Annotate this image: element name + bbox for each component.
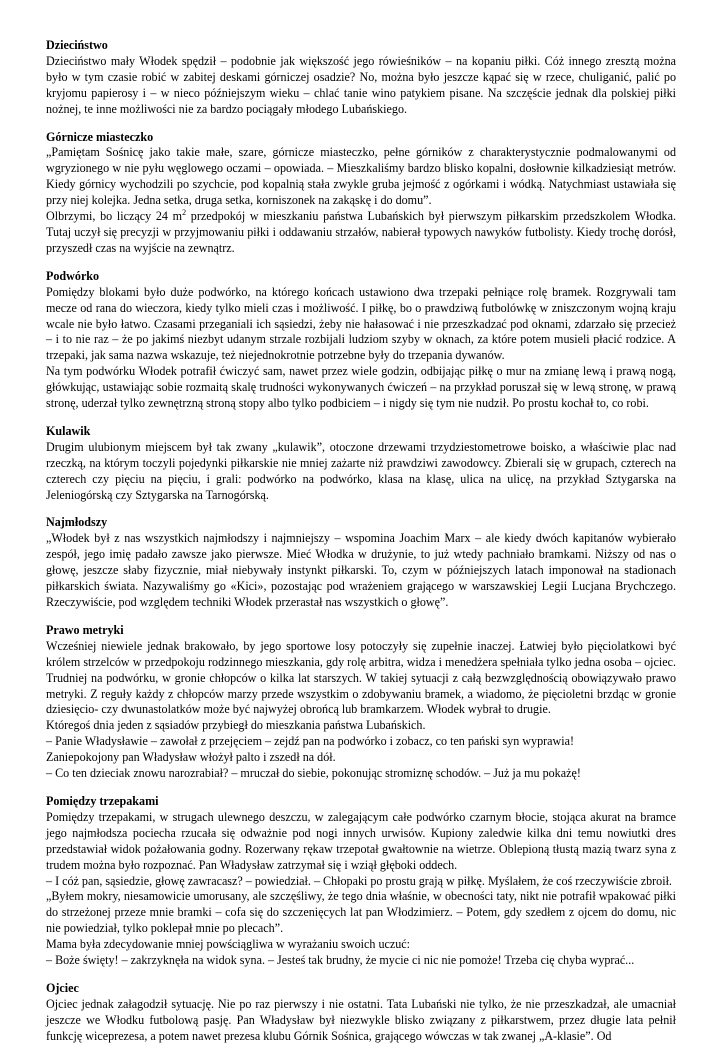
paragraph: [46, 209, 676, 257]
section-kulawik: [46, 424, 676, 504]
section-ojciec: [46, 981, 676, 1045]
paragraph: Drugim ulubionym miejscem był tak zwany „kulawik”, otoczone drzewami trzydziestometrowe boisko, a właściwie plac nad rzeczką, na którym toczyli pojedynki piłkarskie nie mniej zażarte niż prawdziwi zawodowcy. Zbierali się w grupach, czterech na czterech czy pięciu na pięciu, i grali: podwórko na podwórko, klasa na klasę, ulica na ulicę, na przykład Sztygarska na Jeleniogórską czy Sztygarska na Tarnogórską.: [46, 439, 676, 502]
section-podworko: [46, 269, 676, 412]
paragraph: Któregoś dnia jeden z sąsiadów przybiegł do mieszkania państwa Lubańskich.: [46, 718, 426, 733]
paragraph: Na tym podwórku Włodek potrafił ćwiczyć sam, nawet przez wiele godzin, odbijając piłkę o mur na zmianę lewą i prawą nogą, główkując, ustawiając sobie rozmaitą skalę trudności wykonywanych ćwiczeń – na przykład poruszał się w lewą stronę, w prawą stronę, uderzał tylko zewnętrzną stroną stopy albo tylko podbiciem – i nigdy się tym nie nudził. Po prostu kochał to, co robi.: [46, 364, 676, 411]
section-gornicze-miasteczko: [46, 130, 676, 257]
paragraph: Pomiędzy trzepakami, w strugach ulewnego deszczu, w zalegającym całe podwórko czarnym błocie, stojąca akurat na bramce jego najmłodsza pociecha rzucała się odważnie pod nogi innych urwisów. Kupiony zaledwie kilka dni temu nowiutki dres przedstawiał widok pożałowania godny. Rozerwany rękaw trzepotał gwałtownie na wietrze. Oblepioną tłustą mazią twarz syna z trudem można było rozpoznać. Pan Władysław zatrzymał się i wziął głęboki oddech.: [46, 809, 676, 872]
paragraph-text: przedpokój w mieszkaniu państwa Lubańskich był pierwszym piłkarskim przedszkolem Włodka. Tutaj uczył się precyzji w przyjmowaniu piłki i oddawaniu strzałów, nabierał typowych nawyków futbolisty. Kiedy trochę dorósł, przyszedł czas na wyjście na zewnątrz.: [46, 209, 676, 255]
section-prawo-metryki: [46, 623, 676, 782]
paragraph: – Co ten dzieciak znowu narozrabiał? – mruczał do siebie, pokonując stromiznę schodów. – Już ja mu pokażę!: [46, 766, 581, 781]
paragraph: Dzieciństwo mały Włodek spędził – podobnie jak większość jego rówieśników – na kopaniu piłki. Cóż innego zresztą można było w tym czasie robić w zabitej deskami górniczej osadzie? No, można było jeszcze kąpać się w rzece, chuliganić, palić po kryjomu papierosy i – w nieco późniejszym wieku – chlać tanie wino patykiem pisane. Na szczęście jednak dla polskiej piłki nożnej, te inne możliwości nie za bardzo pociągały młodego Lubańskiego.: [46, 53, 676, 116]
section-heading: Pomiędzy trzepakami: [46, 793, 159, 808]
paragraph: „Pamiętam Sośnicę jako takie małe, szare, górnicze miasteczko, pełne górników z charakterystycznie podmalowanymi od wgryzionego w nie pyłu węglowego oczami – opowiada. – Mieszkaliśmy bardzo blisko kopalni, dosłownie kilkadziesiąt metrów. Kiedy górnicy wychodzili po szychcie, pod kopalnią stała zwykle gruba jejmość z ogórkami i wódką. Natychmiast ustawiała się przy niej kolejka. Jedna setka, druga setka, korniszonek na zakąskę i do domu”.: [46, 145, 676, 208]
paragraph: Pomiędzy blokami było duże podwórko, na którego końcach ustawiono dwa trzepaki pełniące rolę bramek. Rozgrywali tam mecze od rana do wieczora, kiedy tylko mieli czas i możliwość. I piłkę, bo o prawdziwą futbolówkę w zniszczonym wojną kraju wcale nie było łatwo. Czasami przeganiali ich sąsiedzi, żeby nie hałasować i nie przeszkadzać pod oknami, zdarzało się przecież – i to nie raz – że po jakimś niezbyt udanym strzale rozbijali ludziom szyby w oknach, za które potem musieli płacić rodzice. A trzepaki, jak sama nazwa wskazuje, też niejednokrotnie potrzebne były do trzepania dywanów.: [46, 284, 676, 363]
paragraph: – I cóż pan, sąsiedzie, głowę zawracasz? – powiedział. – Chłopaki po prostu grają w piłkę. Myślałem, że coś rzeczywiście zbroił.: [46, 873, 672, 888]
paragraph: – Panie Władysławie – zawołał z przejęciem – zejdź pan na podwórko i zobacz, co ten pański syn wyprawia!: [46, 734, 575, 749]
section-heading: Najmłodszy: [46, 515, 108, 530]
section-heading: Ojciec: [46, 980, 79, 995]
section-heading: Górnicze miasteczko: [46, 129, 154, 144]
section-najmlodszy: [46, 515, 676, 610]
paragraph: Ojciec jednak załagodził sytuację. Nie po raz pierwszy i nie ostatni. Tata Lubański nie tylko, że nie przeszkadzał, ale umacniał jeszcze we Włodku futbolową pasję. Pan Władysław był niezwykle blisko związany z piłkarstwem, przez długie lata pełnił funkcję wiceprezesa, a potem nawet prezesa klubu Górnik Sośnica, grającego wówczas w tak zwanej „A-klasie”. Od: [46, 996, 676, 1043]
superscript: 2: [182, 208, 187, 218]
section-heading: Dzieciństwo: [46, 38, 108, 52]
section-heading: Podwórko: [46, 268, 100, 283]
paragraph: Zaniepokojony pan Władysław włożył palto i zszedł na dół.: [46, 750, 336, 765]
paragraph-text: Olbrzymi, bo liczący 24 m: [46, 209, 183, 224]
section-dziecinstwo: [46, 38, 676, 118]
paragraph: Wcześniej niewiele jednak brakowało, by jego sportowe losy potoczyły się zupełnie inaczej. Łatwiej było pięciolatkowi być królem strzelców w przedpokoju rodzinnego mieszkania, gdy rolę arbitra, widza i menedżera spełniała tylko jedna osoba – ojciec. Trudniej na podwórku, w gronie chłopców o kilka lat starszych. W takiej sytuacji z całą bezwzględnością obowiązywało prawo metryki. Z reguły każdy z chłopców marzy przede wszystkim o zdobywaniu bramek, a wiadomo, że pięcioletni brzdąc w gronie dziesięcio- czy dwunastolatków może być najwyżej obrońcą lub bramkarzem. Włodek wybrał to drugie.: [46, 638, 676, 717]
section-pomiedzy-trzepakami: [46, 794, 676, 969]
paragraph: „Byłem mokry, niesamowicie umorusany, ale szczęśliwy, że tego dnia właśnie, w obecności taty, nikt nie potrafił wpakować piłki do strzeżonej przeze mnie bramki – cofa się do szczenięcych lat pan Włodzimierz. – Potem, gdy szedłem z ojcem do domu, nic nie powiedział, tylko poklepał mnie po plecach”.: [46, 889, 676, 936]
paragraph: – Boże święty! – zakrzyknęła na widok syna. – Jesteś tak brudny, że mycie ci nic nie pomoże! Trzeba cię chyba wyprać...: [46, 953, 635, 968]
section-heading: Kulawik: [46, 423, 91, 438]
section-heading: Prawo metryki: [46, 622, 124, 637]
paragraph: „Włodek był z nas wszystkich najmłodszy i najmniejszy – wspomina Joachim Marx – ale kiedy dwóch kapitanów wybierało zespół, jego imię padało zawsze jako pierwsze. Mieć Włodka w drużynie, to już wtedy pachniało bramkami. Niższy od nas o głowę, jeszcze słaby fizycznie, miał niebywały instynkt piłkarski. To, czym w późniejszych latach imponował na stadionach piłkarskich świata. Nazywaliśmy go «Kici», pozostając pod wrażeniem grającego w warszawskiej Legii Lucjana Brychczego. Rzeczywiście, pod względem techniki Włodek przerastał nas wszystkich o głowę”.: [46, 531, 676, 609]
paragraph: Mama była zdecydowanie mniej powściągliwa w wyrażaniu swoich uczuć:: [46, 937, 411, 952]
